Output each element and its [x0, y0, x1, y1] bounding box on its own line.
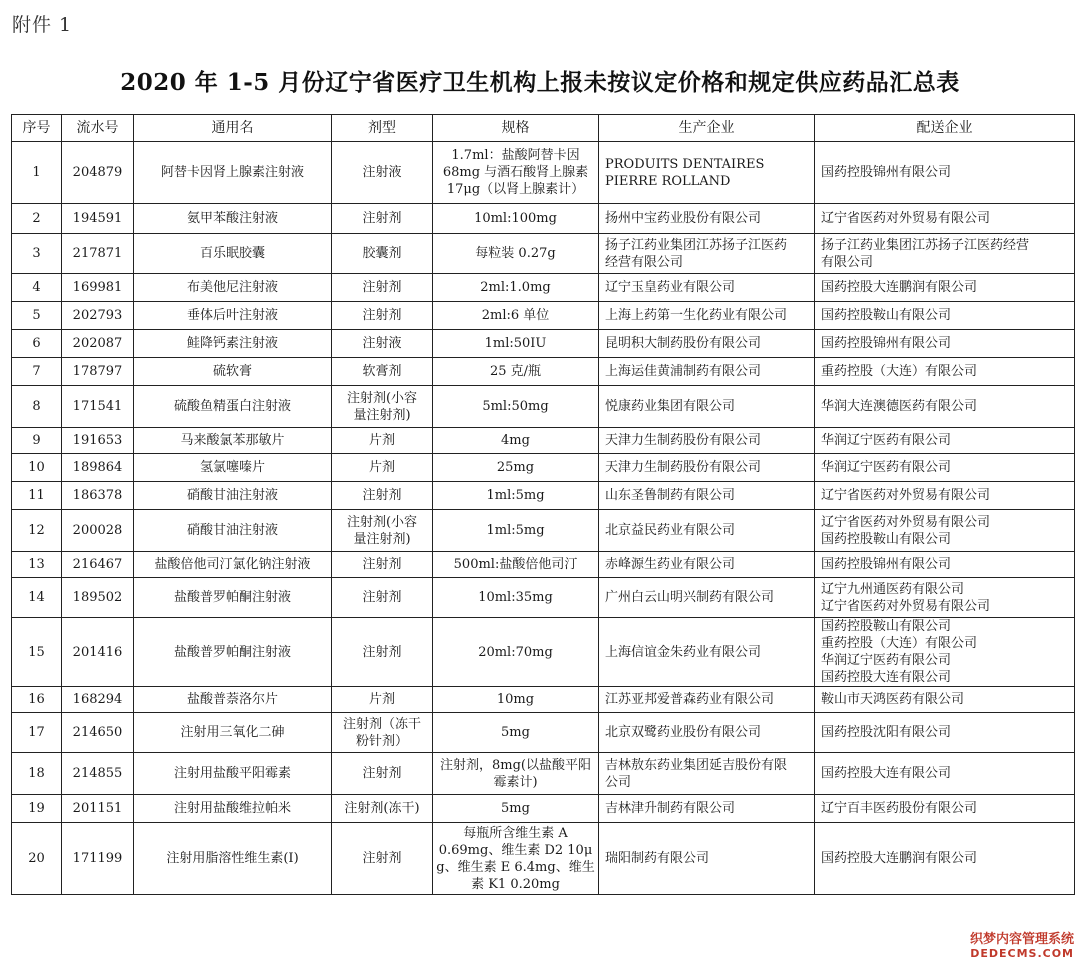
column-header: 序号	[12, 115, 62, 142]
cell-line: 赤峰源生药业有限公司	[605, 557, 736, 572]
cell-serial-no: 171541	[62, 386, 134, 428]
cell-dosage-form	[332, 552, 433, 578]
cell-line: 重药控股（大连）有限公司	[821, 636, 978, 651]
cell-distributor	[815, 204, 1075, 234]
cell-generic-name: 阿替卡因肾上腺素注射液	[134, 142, 332, 204]
cell-line: 10mg	[496, 692, 535, 707]
cell-generic-name: 盐酸普罗帕酮注射液	[134, 578, 332, 618]
cell-line: 1ml:5mg	[486, 523, 545, 538]
cell-line: 上海运佳黄浦制药有限公司	[605, 364, 762, 379]
cell-line: 胶囊剂	[362, 246, 402, 261]
cell-generic-name: 百乐眠胶囊	[134, 234, 332, 274]
cell-line: 辽宁省医药对外贸易有限公司	[821, 514, 991, 530]
cell-specification	[433, 358, 599, 386]
cell-manufacturer	[599, 428, 815, 454]
cell-generic-name: 垂体后叶注射液	[134, 302, 332, 330]
cell-generic-name: 盐酸普罗帕酮注射液	[134, 618, 332, 687]
cell-distributor	[815, 302, 1075, 330]
cell-line: 注射剂	[362, 766, 402, 781]
cell-manufacturer	[599, 618, 815, 687]
cell-seq-no: 10	[12, 454, 62, 482]
cell-distributor	[815, 510, 1075, 552]
cell-seq-no: 4	[12, 274, 62, 302]
watermark-logo	[970, 928, 1074, 960]
cell-line: 天津力生制药股份有限公司	[605, 433, 762, 448]
cell-serial-no: 191653	[62, 428, 134, 454]
cell-line: 注射剂	[362, 280, 402, 295]
cell-line: 注射剂	[362, 590, 402, 605]
cell-line: 10ml:100mg	[474, 211, 557, 226]
cell-generic-name: 氨甲苯酸注射液	[134, 204, 332, 234]
cell-manufacturer	[599, 713, 815, 753]
cell-distributor	[815, 142, 1075, 204]
cell-line: 每瓶所含维生素 A	[463, 825, 568, 841]
cell-specification	[433, 274, 599, 302]
cell-seq-no: 9	[12, 428, 62, 454]
cell-specification	[433, 510, 599, 552]
cell-manufacturer	[599, 274, 815, 302]
page-title: 2020 年 1-5 月份辽宁省医疗卫生机构上报未按议定价格和规定供应药品汇总表	[120, 69, 960, 96]
cell-dosage-form	[332, 753, 433, 795]
cell-distributor	[815, 618, 1075, 687]
watermark-text: 织梦内容管理系统	[969, 932, 1074, 947]
cell-generic-name: 马来酸氯苯那敏片	[134, 428, 332, 454]
cell-generic-name: 氢氯噻嗪片	[134, 454, 332, 482]
cell-line: 上海上药第一生化药业有限公司	[605, 308, 788, 323]
column-header: 配送企业	[815, 115, 1075, 142]
cell-line: 国药控股鞍山有限公司	[821, 308, 952, 323]
cell-line: 注射液	[362, 336, 402, 351]
cell-distributor	[815, 234, 1075, 274]
column-header: 规格	[433, 115, 599, 142]
table-row	[12, 823, 1075, 895]
table-row	[12, 386, 1075, 428]
cell-line: 有限公司	[821, 254, 874, 270]
cell-distributor	[815, 578, 1075, 618]
cell-seq-no: 20	[12, 823, 62, 895]
cell-dosage-form	[332, 578, 433, 618]
cell-line: 辽宁省医药对外贸易有限公司	[821, 211, 991, 226]
attachment-label: 附件 1	[12, 14, 73, 36]
cell-seq-no: 18	[12, 753, 62, 795]
cell-dosage-form	[332, 618, 433, 687]
cell-dosage-form	[332, 482, 433, 510]
cell-seq-no: 16	[12, 687, 62, 713]
table-row	[12, 330, 1075, 358]
table-row	[12, 482, 1075, 510]
cell-specification	[433, 552, 599, 578]
column-header: 剂型	[332, 115, 433, 142]
cell-dosage-form	[332, 823, 433, 895]
cell-distributor	[815, 482, 1075, 510]
cell-line: 注射剂(小容	[346, 514, 418, 530]
table-row	[12, 274, 1075, 302]
cell-line: 5mg	[501, 725, 530, 740]
column-header: 通用名	[134, 115, 332, 142]
cell-serial-no: 204879	[62, 142, 134, 204]
cell-serial-no: 200028	[62, 510, 134, 552]
cell-line: 25 克/瓶	[489, 364, 542, 379]
cell-line: 公司	[605, 774, 632, 790]
cell-line: 扬子江药业集团江苏扬子江医药	[605, 237, 788, 253]
cell-line: 2ml:1.0mg	[480, 280, 551, 295]
cell-seq-no: 15	[12, 618, 62, 687]
cell-dosage-form	[332, 358, 433, 386]
cell-serial-no: 201151	[62, 795, 134, 823]
cell-specification	[433, 713, 599, 753]
cell-line: 片剂	[368, 460, 395, 475]
cell-seq-no: 1	[12, 142, 62, 204]
cell-serial-no: 189502	[62, 578, 134, 618]
cell-line: 霉素计)	[493, 774, 538, 790]
cell-serial-no: 201416	[62, 618, 134, 687]
cell-generic-name: 注射用盐酸平阳霉素	[134, 753, 332, 795]
cell-line: 扬子江药业集团江苏扬子江医药经营	[821, 237, 1030, 253]
cell-seq-no: 6	[12, 330, 62, 358]
cell-line: 500ml:盐酸倍他司汀	[453, 557, 578, 572]
column-header: 流水号	[62, 115, 134, 142]
cell-line: 国药控股大连有限公司	[821, 766, 952, 781]
cell-specification	[433, 428, 599, 454]
cell-manufacturer	[599, 578, 815, 618]
cell-specification	[433, 386, 599, 428]
cell-line: 山东圣鲁制药有限公司	[605, 488, 736, 503]
cell-distributor	[815, 687, 1075, 713]
cell-line: 注射剂	[362, 851, 402, 866]
cell-distributor	[815, 713, 1075, 753]
cell-line: 北京益民药业有限公司	[605, 523, 736, 538]
cell-seq-no: 5	[12, 302, 62, 330]
table-row	[12, 578, 1075, 618]
cell-manufacturer	[599, 753, 815, 795]
cell-line: 吉林津升制药有限公司	[605, 801, 736, 816]
cell-manufacturer	[599, 386, 815, 428]
cell-dosage-form	[332, 142, 433, 204]
cell-serial-no: 216467	[62, 552, 134, 578]
cell-manufacturer	[599, 823, 815, 895]
table-row	[12, 713, 1075, 753]
cell-line: 量注射剂)	[353, 407, 411, 423]
cell-serial-no: 171199	[62, 823, 134, 895]
cell-line: 国药控股锦州有限公司	[821, 165, 952, 180]
cell-dosage-form	[332, 510, 433, 552]
cell-serial-no: 202793	[62, 302, 134, 330]
table-row	[12, 234, 1075, 274]
cell-specification	[433, 823, 599, 895]
cell-line: 悦康药业集团有限公司	[605, 399, 736, 414]
cell-distributor	[815, 386, 1075, 428]
cell-serial-no: 194591	[62, 204, 134, 234]
cell-seq-no: 2	[12, 204, 62, 234]
cell-specification	[433, 234, 599, 274]
cell-line: 注射剂	[362, 211, 402, 226]
cell-specification	[433, 454, 599, 482]
table-row	[12, 142, 1075, 204]
cell-serial-no: 186378	[62, 482, 134, 510]
cell-line: 注射剂(冻干)	[344, 801, 420, 816]
drug-summary-table	[11, 114, 1075, 895]
cell-line: 20ml:70mg	[478, 644, 553, 660]
cell-specification	[433, 578, 599, 618]
cell-generic-name: 注射用脂溶性维生素(Ⅰ)	[134, 823, 332, 895]
cell-generic-name: 硫酸鱼精蛋白注射液	[134, 386, 332, 428]
cell-manufacturer	[599, 482, 815, 510]
cell-dosage-form	[332, 234, 433, 274]
cell-dosage-form	[332, 302, 433, 330]
cell-seq-no: 8	[12, 386, 62, 428]
cell-manufacturer	[599, 330, 815, 358]
cell-line: 华润辽宁医药有限公司	[821, 653, 952, 668]
cell-line: 注射剂（冻干	[342, 716, 421, 732]
cell-line: 1ml:50IU	[484, 336, 547, 351]
cell-line: 国药控股锦州有限公司	[821, 336, 952, 351]
cell-line: PRODUITS DENTAIRES	[605, 156, 765, 172]
cell-line: 5ml:50mg	[482, 399, 549, 414]
cell-line: 2ml:6 单位	[481, 308, 550, 323]
cell-generic-name: 盐酸倍他司汀氯化钠注射液	[134, 552, 332, 578]
cell-line: 辽宁省医药对外贸易有限公司	[821, 488, 991, 503]
cell-dosage-form	[332, 274, 433, 302]
cell-distributor	[815, 795, 1075, 823]
cell-seq-no: 12	[12, 510, 62, 552]
cell-distributor	[815, 552, 1075, 578]
cell-line: 瑞阳制药有限公司	[605, 851, 710, 866]
cell-line: 扬州中宝药业股份有限公司	[605, 211, 762, 226]
cell-seq-no: 7	[12, 358, 62, 386]
cell-manufacturer	[599, 795, 815, 823]
cell-dosage-form	[332, 428, 433, 454]
cell-line: 1ml:5mg	[486, 488, 545, 503]
cell-serial-no: 214855	[62, 753, 134, 795]
cell-dosage-form	[332, 204, 433, 234]
column-header: 生产企业	[599, 115, 815, 142]
cell-line: 注射剂	[362, 644, 402, 660]
cell-line: 每粒装 0.27g	[475, 246, 556, 261]
cell-line: 软膏剂	[362, 364, 402, 379]
cell-line: 粉针剂）	[355, 733, 408, 749]
cell-generic-name: 注射用盐酸维拉帕米	[134, 795, 332, 823]
cell-line: 国药控股大连鹏润有限公司	[821, 280, 978, 295]
cell-line: 4mg	[501, 433, 530, 448]
cell-line: 重药控股（大连）有限公司	[821, 364, 978, 379]
cell-generic-name: 硫软膏	[134, 358, 332, 386]
cell-line: 国药控股大连有限公司	[821, 670, 952, 685]
cell-serial-no: 168294	[62, 687, 134, 713]
cell-specification	[433, 795, 599, 823]
cell-generic-name: 注射用三氧化二砷	[134, 713, 332, 753]
cell-line: 辽宁百丰医药股份有限公司	[821, 801, 978, 816]
cell-line: 上海信谊金朱药业有限公司	[605, 644, 762, 660]
table-row	[12, 358, 1075, 386]
table-row	[12, 302, 1075, 330]
cell-distributor	[815, 823, 1075, 895]
cell-line: 国药控股锦州有限公司	[821, 557, 952, 572]
cell-line: 经营有限公司	[605, 254, 684, 270]
cell-line: 0.69mg、维生素 D2 10μ	[438, 842, 593, 858]
cell-line: 国药控股沈阳有限公司	[821, 725, 952, 740]
cell-line: 68mg 与酒石酸肾上腺素	[442, 165, 589, 180]
cell-line: 辽宁省医药对外贸易有限公司	[821, 598, 991, 614]
cell-specification	[433, 618, 599, 687]
cell-line: 国药控股鞍山有限公司	[821, 619, 952, 634]
cell-manufacturer	[599, 358, 815, 386]
table-row	[12, 795, 1075, 823]
cell-line: 北京双鹭药业股份有限公司	[605, 725, 762, 740]
cell-line: 天津力生制药股份有限公司	[605, 460, 762, 475]
table-row	[12, 552, 1075, 578]
cell-line: 辽宁九州通医药有限公司	[821, 581, 965, 597]
cell-seq-no: 14	[12, 578, 62, 618]
cell-line: 注射剂	[362, 488, 402, 503]
cell-generic-name: 硝酸甘油注射液	[134, 510, 332, 552]
cell-line: 昆明积大制药股份有限公司	[605, 336, 762, 351]
cell-line: 注射剂，8mg(以盐酸平阳	[440, 757, 591, 773]
cell-line: PIERRE ROLLAND	[605, 173, 731, 189]
cell-generic-name: 布美他尼注射液	[134, 274, 332, 302]
cell-specification	[433, 687, 599, 713]
cell-serial-no: 189864	[62, 454, 134, 482]
cell-line: 国药控股鞍山有限公司	[821, 531, 952, 547]
cell-line: g、维生素 E 6.4mg、维生	[436, 859, 595, 875]
cell-line: 注射剂	[362, 308, 402, 323]
cell-line: 片剂	[368, 433, 395, 448]
cell-generic-name: 盐酸普萘洛尔片	[134, 687, 332, 713]
cell-manufacturer	[599, 204, 815, 234]
cell-manufacturer	[599, 510, 815, 552]
cell-line: 注射剂(小容	[346, 390, 418, 406]
cell-line: 江苏亚邦爱普森药业有限公司	[605, 692, 775, 707]
table-row	[12, 428, 1075, 454]
cell-seq-no: 13	[12, 552, 62, 578]
cell-distributor	[815, 358, 1075, 386]
watermark-domain: DEDECMS.COM	[970, 947, 1074, 960]
cell-manufacturer	[599, 687, 815, 713]
cell-seq-no: 19	[12, 795, 62, 823]
cell-line: 1.7ml：盐酸阿替卡因	[451, 148, 580, 163]
cell-distributor	[815, 454, 1075, 482]
cell-generic-name: 硝酸甘油注射液	[134, 482, 332, 510]
cell-serial-no: 178797	[62, 358, 134, 386]
cell-seq-no: 11	[12, 482, 62, 510]
table-row	[12, 454, 1075, 482]
cell-specification	[433, 142, 599, 204]
cell-generic-name: 鲑降钙素注射液	[134, 330, 332, 358]
cell-specification	[433, 482, 599, 510]
cell-specification	[433, 204, 599, 234]
cell-specification	[433, 330, 599, 358]
cell-manufacturer	[599, 302, 815, 330]
cell-seq-no: 3	[12, 234, 62, 274]
cell-line: 片剂	[368, 692, 395, 707]
cell-line: 注射剂	[362, 557, 402, 572]
cell-line: 华润辽宁医药有限公司	[821, 433, 952, 448]
table-row	[12, 687, 1075, 713]
cell-line: 辽宁玉皇药业有限公司	[605, 280, 736, 295]
cell-dosage-form	[332, 386, 433, 428]
cell-dosage-form	[332, 330, 433, 358]
cell-distributor	[815, 330, 1075, 358]
cell-line: 量注射剂)	[353, 531, 411, 547]
cell-specification	[433, 753, 599, 795]
cell-serial-no: 217871	[62, 234, 134, 274]
cell-distributor	[815, 428, 1075, 454]
cell-line: 5mg	[501, 801, 530, 816]
cell-line: 华润大连澳德医药有限公司	[821, 399, 978, 414]
table-header-row	[12, 115, 1075, 142]
cell-specification	[433, 302, 599, 330]
cell-line: 华润辽宁医药有限公司	[821, 460, 952, 475]
cell-manufacturer	[599, 552, 815, 578]
cell-line: 国药控股大连鹏润有限公司	[821, 851, 978, 866]
table-row	[12, 204, 1075, 234]
cell-line: 17μg（以肾上腺素计）	[446, 182, 585, 197]
cell-dosage-form	[332, 687, 433, 713]
cell-seq-no: 17	[12, 713, 62, 753]
cell-distributor	[815, 274, 1075, 302]
cell-dosage-form	[332, 795, 433, 823]
cell-serial-no: 214650	[62, 713, 134, 753]
cell-line: 吉林敖东药业集团延吉股份有限	[605, 757, 788, 773]
cell-distributor	[815, 753, 1075, 795]
cell-line: 鞍山市天鸿医药有限公司	[821, 692, 965, 707]
cell-dosage-form	[332, 454, 433, 482]
table-row	[12, 618, 1075, 687]
table-row	[12, 753, 1075, 795]
cell-line: 25mg	[496, 460, 535, 475]
cell-serial-no: 202087	[62, 330, 134, 358]
cell-line: 广州白云山明兴制药有限公司	[605, 590, 775, 605]
cell-manufacturer	[599, 234, 815, 274]
cell-line: 注射液	[362, 165, 402, 180]
cell-line: 素 K1 0.20mg	[471, 876, 560, 892]
cell-manufacturer	[599, 142, 815, 204]
cell-dosage-form	[332, 713, 433, 753]
table-row	[12, 510, 1075, 552]
cell-manufacturer	[599, 454, 815, 482]
cell-line: 10ml:35mg	[478, 590, 553, 605]
cell-serial-no: 169981	[62, 274, 134, 302]
